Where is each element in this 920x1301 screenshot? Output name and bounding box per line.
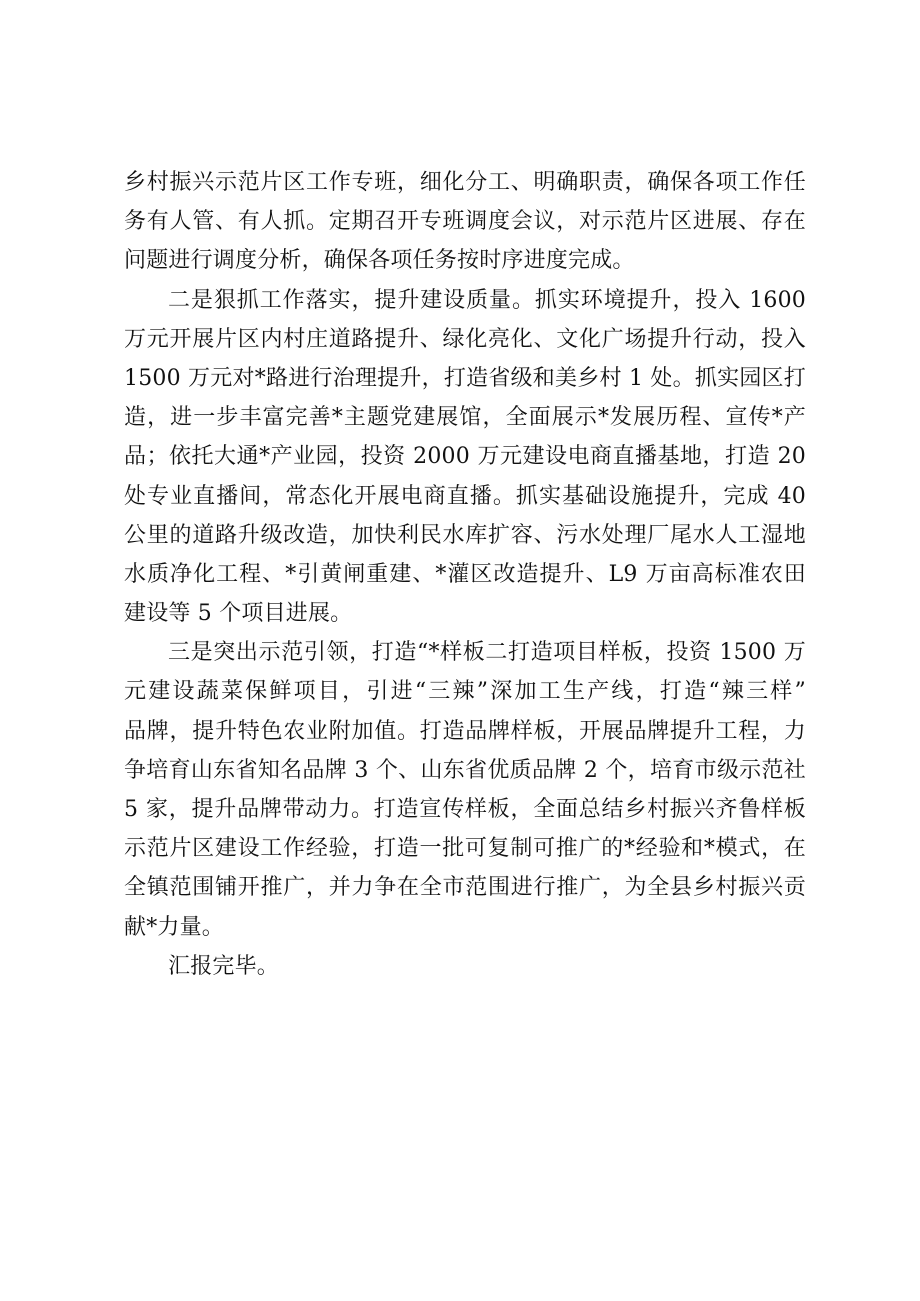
- paragraph-1-line-2: 务有人管、有人抓。定期召开专班调度会议，对示范片区进展、存在: [124, 209, 806, 235]
- paragraph-2-line-9: 建设等 5 个项目进展。: [124, 601, 353, 627]
- paragraph-2-line-7: 公里的道路升级改造，加快利民水库扩容、污水处理厂尾水人工湿地: [124, 522, 806, 548]
- paragraph-2-line-3: 1500 万元对*路进行治理提升，打造省级和美乡村 1 处。抓实园区打: [124, 365, 806, 391]
- paragraph-3-line-1: 三是突出示范引领，打造“*样板二打造项目样板，投资 1500 万: [168, 640, 806, 666]
- paragraph-2-line-6: 处专业直播间，常态化开展电商直播。抓实基础设施提升，完成 40: [124, 483, 806, 509]
- paragraph-2-line-8: 水质净化工程、*引黄闸重建、*灌区改造提升、L9 万亩高标准农田: [124, 561, 806, 587]
- closing-line: 汇报完毕。: [168, 953, 280, 979]
- paragraph-3-line-6: 示范片区建设工作经验，打造一批可复制可推广的*经验和*模式，在: [124, 836, 806, 862]
- paragraph-2-line-2: 万元开展片区内村庄道路提升、绿化亮化、文化广场提升行动，投入: [124, 326, 806, 352]
- paragraph-3-line-4: 争培育山东省知名品牌 3 个、山东省优质品牌 2 个，培育市级示范社: [124, 757, 806, 783]
- paragraph-3-line-2: 元建设蔬菜保鲜项目，引进“三辣”深加工生产线，打造“辣三样”: [124, 679, 806, 705]
- paragraph-3-line-7: 全镇范围铺开推广，并力争在全市范围进行推广，为全县乡村振兴贡: [124, 875, 806, 901]
- paragraph-1-line-3: 问题进行调度分析，确保各项任务按时序进度完成。: [124, 248, 635, 274]
- paragraph-1-line-1: 乡村振兴示范片区工作专班，细化分工、明确职责，确保各项工作任: [124, 170, 806, 195]
- paragraph-3-line-8: 献*力量。: [124, 914, 225, 940]
- paragraph-3-line-3: 品牌，提升特色农业附加值。打造品牌样板，开展品牌提升工程，力: [124, 718, 806, 744]
- paragraph-2-line-1: 二是狠抓工作落实，提升建设质量。抓实环境提升，投入 1600: [168, 287, 806, 313]
- paragraph-3-line-5: 5 家，提升品牌带动力。打造宣传样板，全面总结乡村振兴齐鲁样板: [124, 797, 806, 822]
- paragraph-2-line-4: 造，进一步丰富完善*主题党建展馆，全面展示*发展历程、宣传*产: [124, 405, 806, 431]
- document-body: [124, 163, 806, 986]
- paragraph-2-line-5: 品；依托大通*产业园，投资 2000 万元建设电商直播基地，打造 20: [124, 444, 806, 470]
